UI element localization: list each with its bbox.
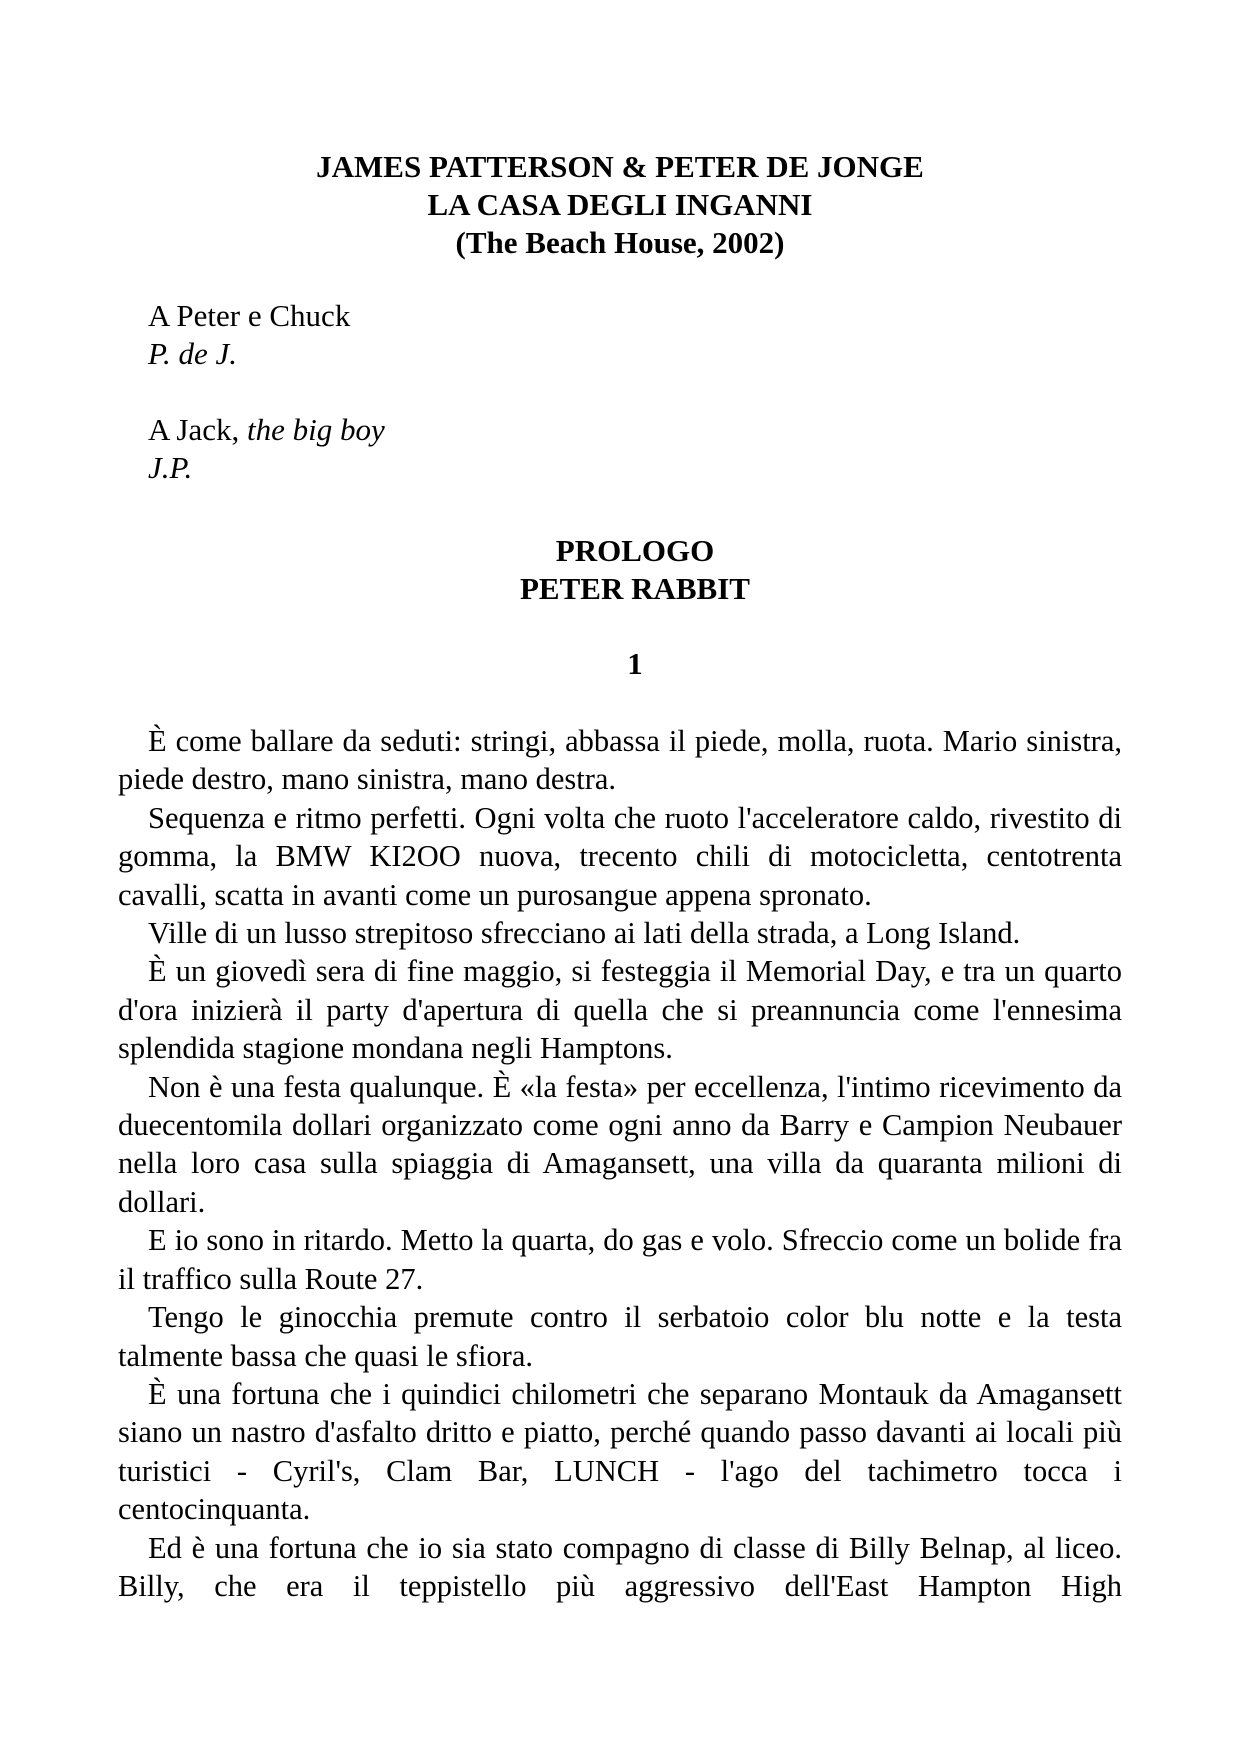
dedication-peter [148,297,848,373]
prologue-label: PROLOGO [555,533,715,568]
dedication-signature: J.P. [148,450,193,485]
title-block [0,148,1240,262]
authors-line: JAMES PATTERSON & PETER DE JONGE [316,149,924,184]
dedication-signature: P. de J. [148,336,237,371]
prologue-title: PETER RABBIT [520,571,750,606]
paragraph: Tengo le ginocchia premute contro il serbatoio color blu notte e la testa talmente bassa che quasi le sfiora. [118,1300,1122,1373]
body-text [118,722,1122,1605]
paragraph: Sequenza e ritmo perfetti. Ogni volta che ruoto l'acceleratore caldo, rivestito di gomma, la BMW KI2OO nuova, trecento chili di motocicletta, centotrenta cavalli, scatta in avanti come un purosangue appena spronato. [118,800,1122,912]
dedications [148,297,848,525]
chapter-number: 1 [627,646,643,681]
paragraph: Ed è una fortuna che io sia stato compagno di classe di Billy Belnap, al liceo. Billy, che era il teppistello più aggressivo dell'East Hampton High [118,1530,1122,1603]
book-title: LA CASA DEGLI INGANNI [427,187,813,222]
paragraph: È una fortuna che i quindici chilometri che separano Montauk da Amagansett siano un nastro d'asfalto dritto e piatto, perché quando passo davanti ai locali più turistici - Cyril's, Clam Bar, LUNCH - l'ago del tachimetro tocca i centocinquanta. [118,1376,1122,1527]
dedication-line: A Peter e Chuck [148,298,351,333]
prologue-heading [0,532,1240,608]
paragraph: Ville di un lusso strepitoso sfrecciano ai lati della strada, a Long Island. [148,916,1021,951]
dedication-line: A Jack, the big boy [148,412,385,447]
paragraph: Non è una festa qualunque. È «la festa» per eccellenza, l'intimo ricevimento da duecentomila dollari organizzato come ogni anno da Barry e Campion Neubauer nella loro casa sulla spiaggia di Amagansett, una villa da quaranta milioni di dollari. [118,1069,1122,1219]
paragraph: È come ballare da seduti: stringi, abbassa il piede, molla, ruota. Mario sinistra, piede destro, mano sinistra, mano destra. [118,724,1122,797]
paragraph: È un giovedì sera di fine maggio, si festeggia il Memorial Day, e tra un quarto d'ora inizierà il party d'apertura di quella che si preannuncia come l'ennesima splendida stagione mondana negli Hamptons. [118,954,1122,1066]
dedication-jack [148,411,848,487]
paragraph: E io sono in ritardo. Metto la quarta, do gas e volo. Sfreccio come un bolide fra il traffico sulla Route 27. [118,1223,1122,1296]
original-title: (The Beach House, 2002) [455,225,785,260]
